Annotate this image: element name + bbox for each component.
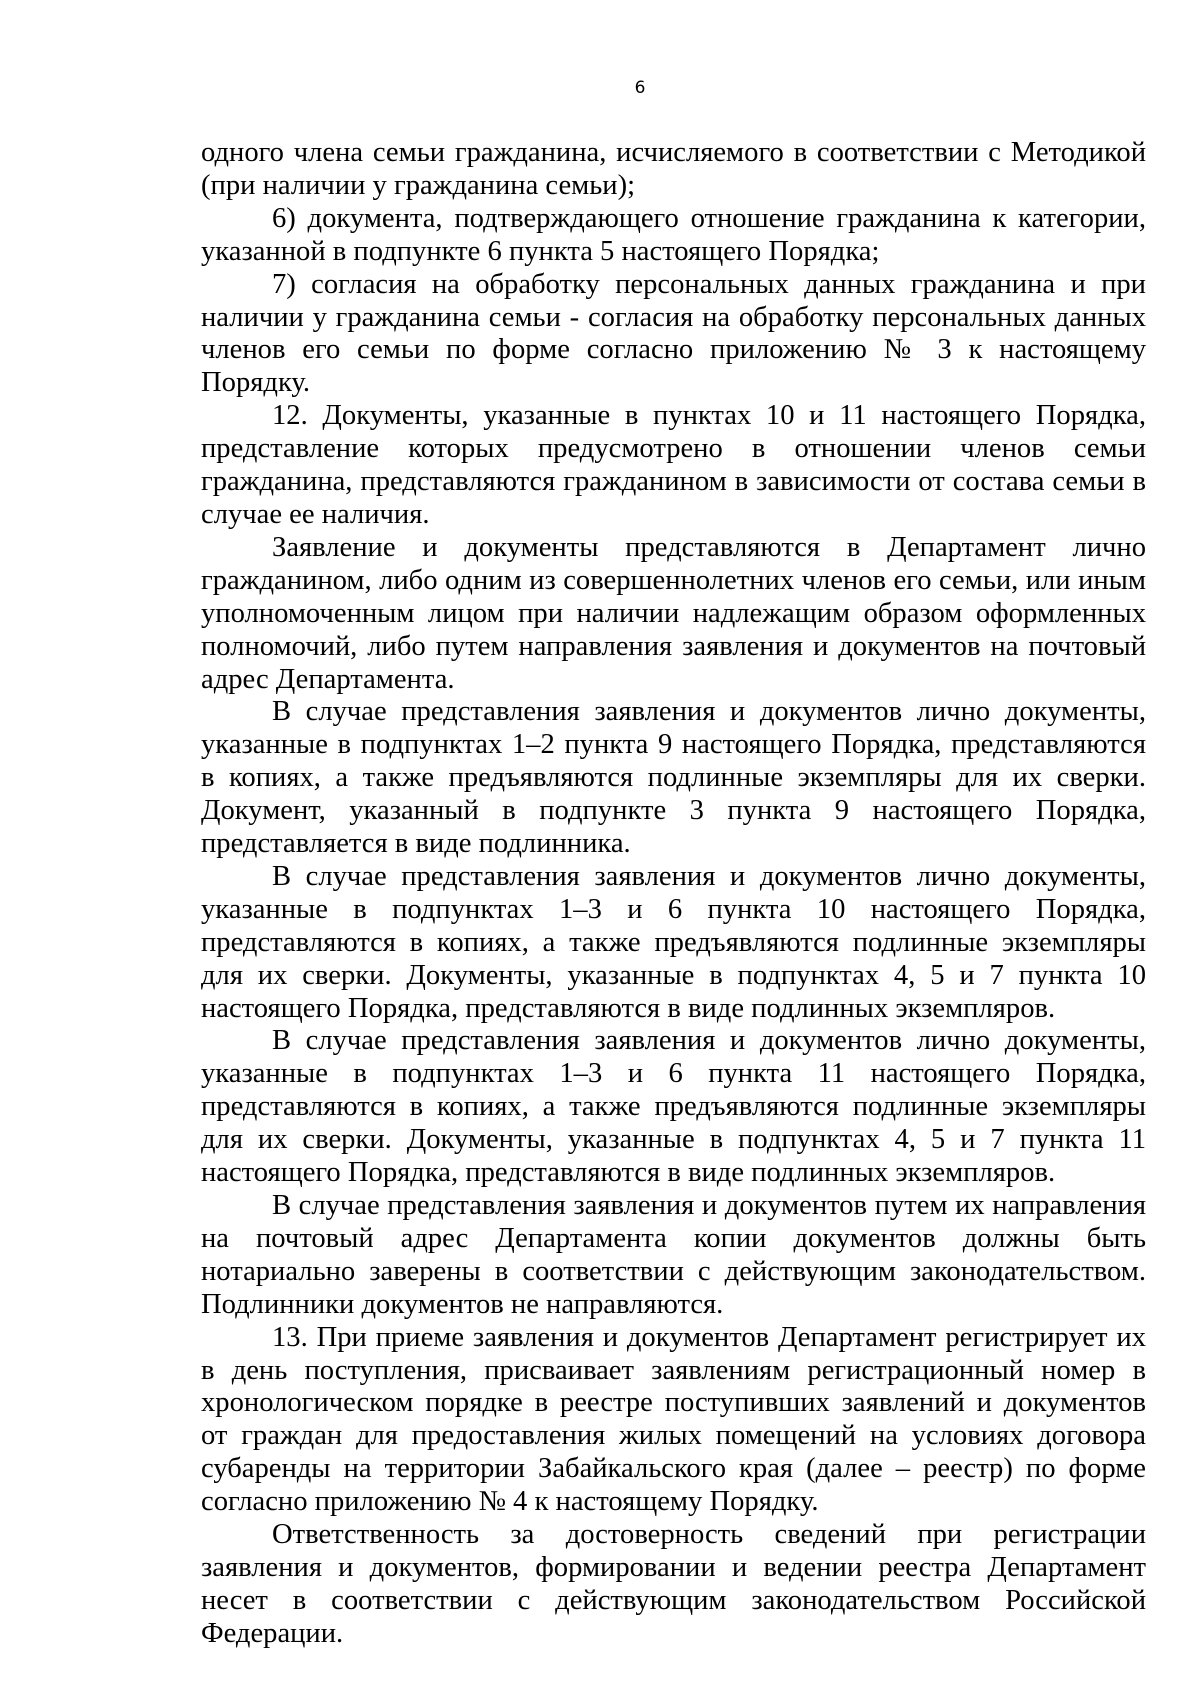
- paragraph-item-6: 6) документа, подтверждающего отношение гражданина к категории, указанной в подпункте 6 пункта 5 настоящего Порядка;: [201, 202, 1146, 267]
- paragraph-continuation: одного члена семьи гражданина, исчисляемого в соответствии с Методикой (при наличии у гражданина семьи);: [201, 137, 1146, 201]
- paragraph-item-7: 7) согласия на обработку персональных данных гражданина и при наличии у гражданина семьи - согласия на обработку персональных данных членов его семьи по форме согласно приложению № 3 к настоящему Порядку.: [201, 268, 1146, 399]
- paragraph-point-11-docs: В случае представления заявления и документов лично документы, указанные в подпунктах 1–3 и 6 пункта 11 настоящего Порядка, представляются в копиях, а также предъявляются подлинные экземпляры для их сверки. Документы, указанные в подпунктах 4, 5 и 7 пункта 11 настоящего Порядка, представляются в виде подлинных экземпляров.: [201, 1025, 1146, 1189]
- paragraph-submission: Заявление и документы представляются в Департамент лично гражданином, либо одним из совершеннолетних членов его семьи, или иным уполномоченным лицом при наличии надлежащим образом оформленных полномочий, либо путем направления заявления и документов на почтовый адрес Департамента.: [201, 531, 1146, 695]
- document-body: [201, 137, 1146, 1651]
- paragraph-responsibility: Ответственность за достоверность сведений при регистрации заявления и документов, формировании и ведении реестра Департамент несет в соответствии с действующим законодательством Российской Федерации.: [201, 1519, 1146, 1649]
- page-number: 6: [634, 78, 646, 98]
- paragraph-point-9-docs: В случае представления заявления и документов лично документы, указанные в подпунктах 1–2 пункта 9 настоящего Порядка, представляются в копиях, а также предъявляются подлинные экземпляры для их сверки. Документ, указанный в подпункте 3 пункта 9 настоящего Порядка, представляется в виде подлинника.: [201, 696, 1146, 860]
- paragraph-postal-submission: В случае представления заявления и документов путем их направления на почтовый адрес Департамента копии документов должны быть нотариально заверены в соответствии с действующим законодательством. Подлинники документов не направляются.: [201, 1190, 1146, 1320]
- paragraph-section-12: 12. Документы, указанные в пунктах 10 и 11 настоящего Порядка, представление которых предусмотрено в отношении членов семьи гражданина, представляются гражданином в зависимости от состава семьи в случае ее наличия.: [201, 400, 1146, 530]
- paragraph-section-13: 13. При приеме заявления и документов Департамент регистрирует их в день поступления, присваивает заявлениям регистрационный номер в хронологическом порядке в реестре поступивших заявлений и документов от граждан для предоставления жилых помещений на условиях договора субаренды на территории Забайкальского края (далее – реестр) по форме согласно приложению № 4 к настоящему Порядку.: [201, 1321, 1146, 1518]
- paragraph-point-10-docs: В случае представления заявления и документов лично документы, указанные в подпунктах 1–3 и 6 пункта 10 настоящего Порядка, представляются в копиях, а также предъявляются подлинные экземпляры для их сверки. Документы, указанные в подпунктах 4, 5 и 7 пункта 10 настоящего Порядка, представляются в виде подлинных экземпляров.: [201, 860, 1146, 1024]
